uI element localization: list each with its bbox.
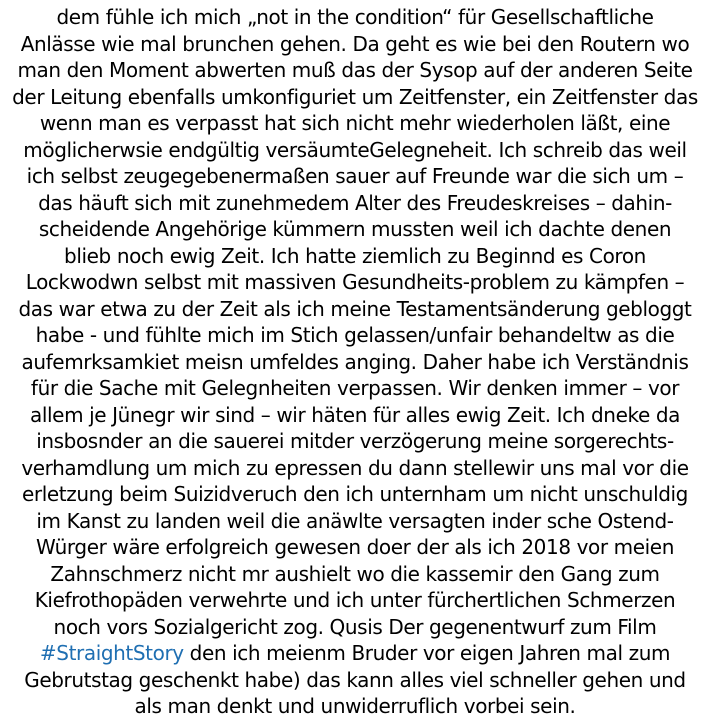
text-line: blieb noch ewig Zeit. Ich hatte ziemlich zu Beginnd es Coron [64,243,646,268]
hashtag-line-rest: den ich meienm Bruder vor eigen Jahren mal zum [183,641,671,665]
text-line: erletzung beim Suizidveruch den ich unternham um nicht unschuldig [22,482,688,506]
hashtag-line [0,640,710,667]
straightstory-hashtag-link[interactable]: #StraightStory [39,641,184,665]
text-line: Anlässe wie mal brunchen gehen. Da geht es wie bei den Routern wo [20,31,690,56]
text-line: im Kanst zu landen weil die anäwlte versagten inder sche Ostend- [36,508,674,533]
text-line: noch vors Sozialgericht zog. Qusis Der gegenentwurf zum Film [53,614,657,639]
text-line: verhamdlung um mich zu epressen du dann stellewir uns mal vor die [21,455,689,480]
text-line: aufemrksamkiet meisn umfeldes anging. Daher habe ich Verständnis [21,349,689,374]
text-line: scheidende Angehörige kümmern mussten weil ich dachte denen [38,217,672,241]
text-line: Gebrutstag geschenkt habe) das kann alles viel schneller gehen und [24,667,686,692]
text-line: Lockwodwn selbst mit massiven Gesundheits-problem zu kämpfen – [25,270,685,294]
text-line: habe - und fühlte mich im Stich gelassen/unfair behandeltw as die [35,323,675,347]
text-line: dem fühle ich mich „not in the condition“ für Gesellschaftliche [56,5,654,29]
text-line: Zahnschmerz nicht mr aushielt wo die kassemir den Gang zum [50,561,660,586]
text-line: das war etwa zu der Zeit als ich meine Testamentsänderung gebloggt [18,296,692,321]
text-line: möglicherwsie endgültig versäumteGelegneheit. Ich schreib das weil [23,137,687,162]
text-line: Kiefrothopäden verwehrte und ich unter fürchertlichen Schmerzen [34,588,676,612]
text-line: allem je Jünegr wir sind – wir häten für alles ewig Zeit. Ich dneke da [30,402,680,427]
text-line: ich selbst zeugegebenermaßen sauer auf Freunde war die sich um – [26,164,684,188]
text-line: für die Sache mit Gelegnheiten verpassen. Wir denken immer – vor [30,376,680,400]
text-line: wenn man es verpasst hat sich nicht mehr wiederholen läßt, eine [39,111,671,135]
text-line: der Leitung ebenfalls umkonfiguriet um Zeitfenster, ein Zeitfenster das [12,84,698,109]
text-line: man den Moment abwerten muß das der Sysop auf der anderen Seite [17,58,693,82]
text-line: als man denkt und unwiderruflich vorbei sein. [134,694,576,718]
text-line: das häuft sich mit zunehmedem Alter des Freudeskreises – dahin- [38,190,672,215]
text-line: insbosnder an die sauerei mitder verzögerung meine sorgerechts- [36,429,674,453]
document-text [0,4,710,720]
text-line: Würger wäre erfolgreich gewesen doer der als ich 2018 vor meien [35,535,674,559]
